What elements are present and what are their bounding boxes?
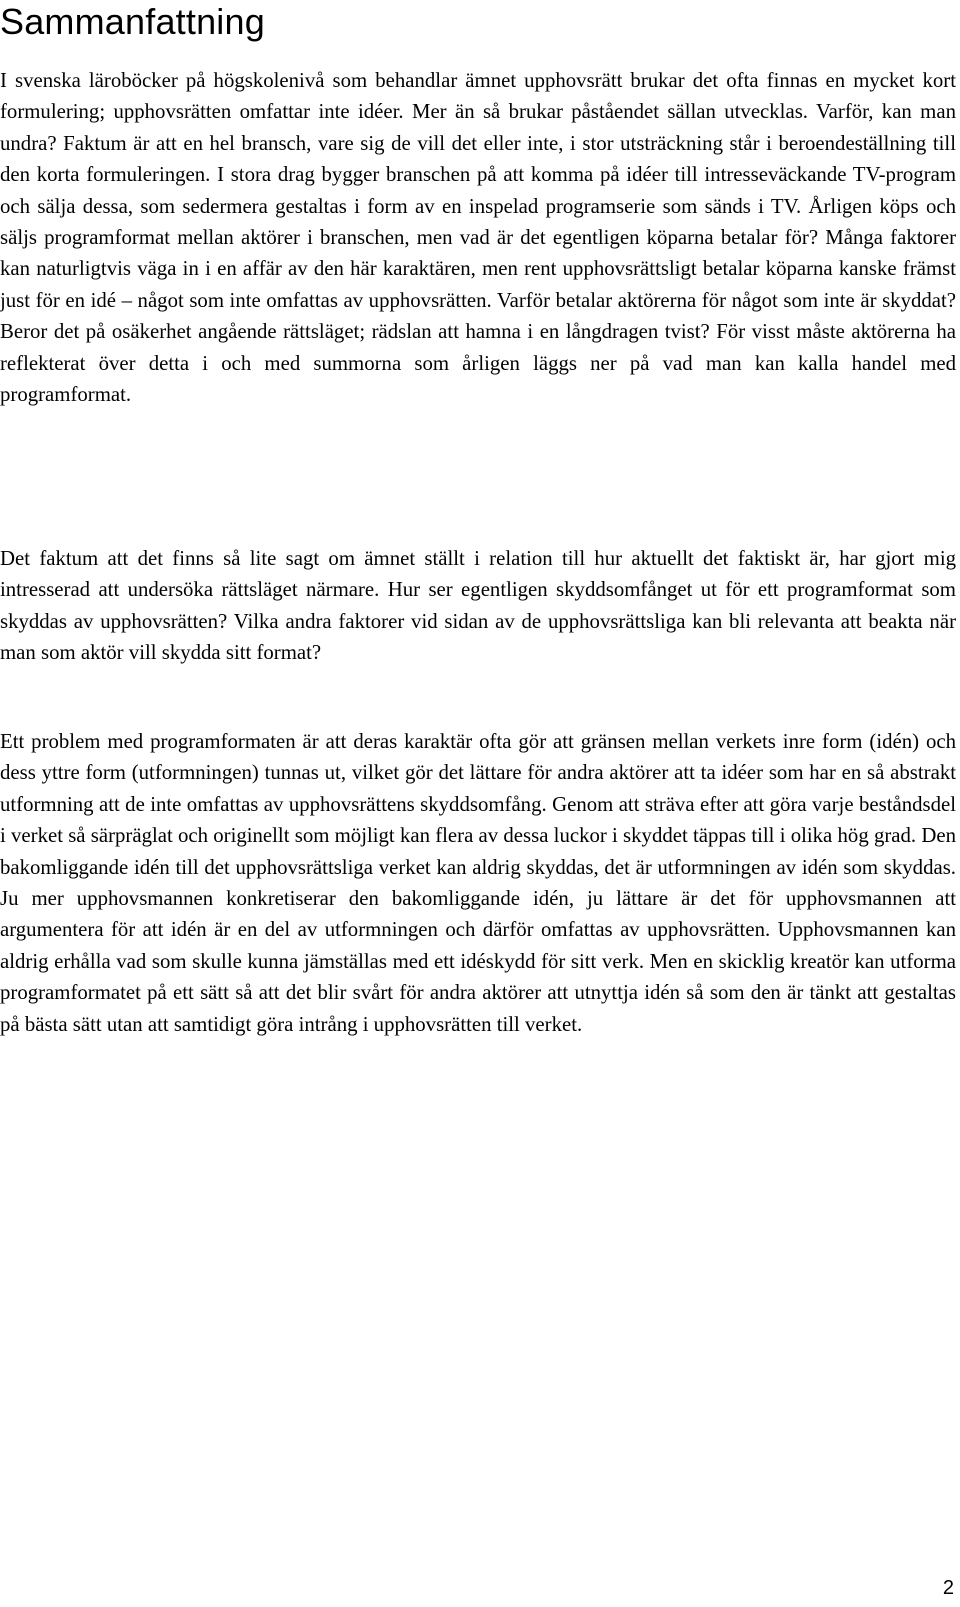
paragraph-2: Det faktum att det finns så lite sagt om ämnet ställt i relation till hur aktuellt det faktiskt är, har gjort mig intresserad att undersöka rättsläget närmare. Hur ser egentligen skyddsomfånget ut för ett programformat som skyddas av upphovsrätten? Vilka andra faktorer vid sidan av de upphovsrättsliga kan bli relevanta att beakta när man som aktör vill skydda sitt format? [0,547,956,665]
page-number: 2 [942,1577,954,1599]
paragraph-3: Ett problem med programformaten är att deras karaktär ofta gör att gränsen mellan verkets inre form (idén) och dess yttre form (utformningen) tunnas ut, vilket gör det lättare för andra aktörer att ta idéer som har en så abstrakt utformning att de inte omfattas av upphovsrättens skyddsomfång. Genom att sträva efter att göra varje beståndsdel i verket så särpräglat och originellt som möjligt kan flera av dessa luckor i skyddet täppas till i olika hög grad. Den bakomliggande idén till det upphovsrättsliga verket kan aldrig skyddas, det är utformningen av idén som skyddas. Ju mer upphovsmannen konkretiserar den bakomliggande idén, ju lättare är det för upphovsmannen att argumentera för att idén är en del av utformningen och därför omfattas av upphovsrätten. Upphovsmannen kan aldrig erhålla vad som skulle kunna jämställas med ett idéskydd för sitt verk. Men en skicklig kreatör kan utforma programformatet på ett sätt så att det blir svårt för andra aktörer att utnyttja idén så som den är tänkt att gestaltas på bästa sätt utan att samtidigt göra intrång i upphovsrätten till verket. [0,730,956,1036]
page-title: Sammanfattning [0,1,265,42]
paragraph-1: I svenska läroböcker på högskolenivå som behandlar ämnet upphovsrätt brukar det ofta finnas en mycket kort formulering; upphovsrätten omfattar inte idéer. Mer än så brukar påståendet sällan utvecklas. Varför, kan man undra? Faktum är att en hel bransch, vare sig de vill det eller inte, i stor utsträckning står i beroendeställning till den korta formuleringen. I stora drag bygger branschen på att komma på idéer till intresseväckande TV-program och sälja dessa, som sedermera gestaltas i form av en inspelad programserie som sänds i TV. Årligen köps och säljs programformat mellan aktörer i branschen, men vad är det egentligen köparna betalar för? Många faktorer kan naturligtvis väga in i en affär av den här karaktären, men rent upphovsrättsligt betalar köparna kanske främst just för en idé – något som inte omfattas av upphovsrätten. Varför betalar aktörerna för något som inte är skyddat? Beror det på osäkerhet angående rättsläget; rädslan att hamna i en långdragen tvist? För visst måste aktörerna ha reflekterat över detta i och med summorna som årligen läggs ner på vad man kan kalla handel med programformat. [0,69,956,407]
